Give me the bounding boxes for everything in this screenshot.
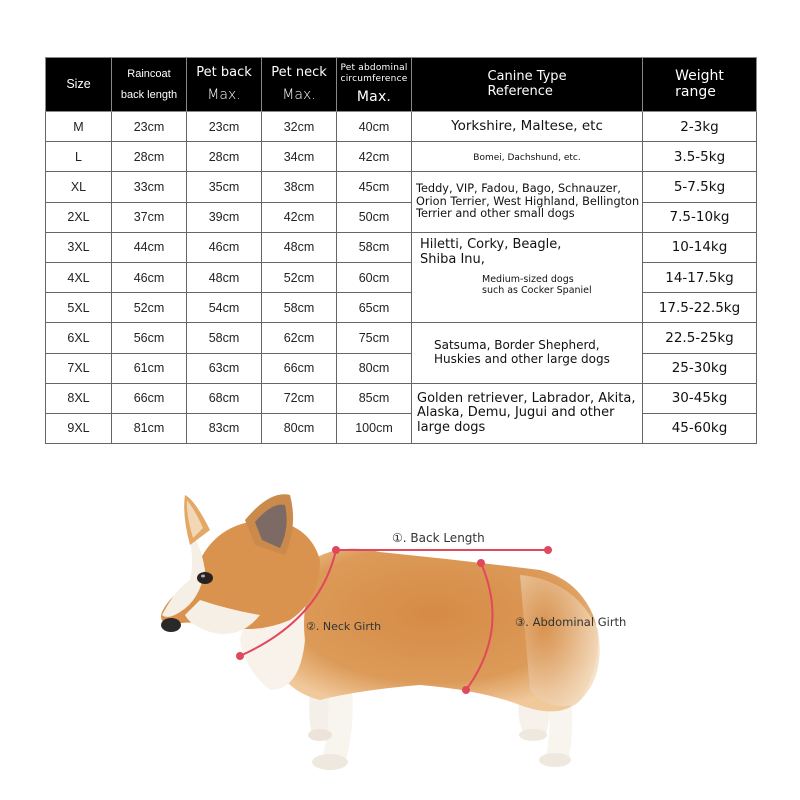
back-cell: 83cm	[187, 413, 262, 443]
raincoat-cell: 52cm	[112, 293, 187, 323]
weight-cell: 10-14kg	[643, 232, 757, 262]
size-cell: 4XL	[46, 262, 112, 292]
back-cell: 63cm	[187, 353, 262, 383]
neck-cell: 34cm	[262, 142, 337, 172]
size-cell: L	[46, 142, 112, 172]
weight-cell: 2-3kg	[643, 112, 757, 142]
raincoat-cell: 28cm	[112, 142, 187, 172]
abdominal-cell: 60cm	[337, 262, 412, 292]
abdominal-cell: 40cm	[337, 112, 412, 142]
weight-cell: 22.5-25kg	[643, 323, 757, 353]
weight-cell: 7.5-10kg	[643, 202, 757, 232]
canine-cell: Satsuma, Border Shepherd, Huskies and other large dogs	[412, 323, 643, 383]
header-raincoat-back-length: Raincoat back length	[112, 58, 187, 112]
raincoat-cell: 33cm	[112, 172, 187, 202]
neck-cell: 52cm	[262, 262, 337, 292]
table-row	[46, 142, 757, 172]
table-row	[46, 383, 757, 413]
weight-cell: 14-17.5kg	[643, 262, 757, 292]
back-cell: 46cm	[187, 232, 262, 262]
neck-cell: 80cm	[262, 413, 337, 443]
abdominal-cell: 58cm	[337, 232, 412, 262]
table-row	[46, 323, 757, 353]
abdominal-cell: 100cm	[337, 413, 412, 443]
canine-cell: Teddy, VIP, Fadou, Bago, Schnauzer, Orion Terrier, West Highland, Bellington Terrier and other small dogs	[412, 172, 643, 232]
back-cell: 28cm	[187, 142, 262, 172]
raincoat-cell: 61cm	[112, 353, 187, 383]
neck-cell: 66cm	[262, 353, 337, 383]
header-weight-range: Weight range	[643, 58, 757, 112]
raincoat-cell: 37cm	[112, 202, 187, 232]
raincoat-cell: 81cm	[112, 413, 187, 443]
back-cell: 54cm	[187, 293, 262, 323]
raincoat-cell: 46cm	[112, 262, 187, 292]
back-cell: 39cm	[187, 202, 262, 232]
neck-cell: 48cm	[262, 232, 337, 262]
neck-cell: 38cm	[262, 172, 337, 202]
neck-cell: 32cm	[262, 112, 337, 142]
weight-cell: 25-30kg	[643, 353, 757, 383]
size-cell: M	[46, 112, 112, 142]
weight-cell: 3.5-5kg	[643, 142, 757, 172]
abdominal-cell: 50cm	[337, 202, 412, 232]
canine-cell: Golden retriever, Labrador, Akita, Alaska, Demu, Jugui and other large dogs	[412, 383, 643, 443]
raincoat-cell: 44cm	[112, 232, 187, 262]
size-chart-table	[45, 57, 757, 444]
abdominal-cell: 45cm	[337, 172, 412, 202]
table-row	[46, 202, 757, 232]
neck-girth-label: ②. Neck Girth	[306, 620, 382, 633]
weight-cell: 30-45kg	[643, 383, 757, 413]
table-row	[46, 293, 757, 323]
corgi-dog-icon	[150, 480, 670, 780]
size-cell: 7XL	[46, 353, 112, 383]
size-cell: 3XL	[46, 232, 112, 262]
table-row	[46, 353, 757, 383]
header-canine-type: Canine Type Reference	[412, 58, 643, 112]
abdominal-cell: 75cm	[337, 323, 412, 353]
dog-measurement-illustration	[150, 480, 670, 780]
back-cell: 23cm	[187, 112, 262, 142]
raincoat-cell: 56cm	[112, 323, 187, 353]
table-row	[46, 112, 757, 142]
back-cell: 58cm	[187, 323, 262, 353]
header-pet-back: Pet back Max.	[187, 58, 262, 112]
canine-cell: Hiletti, Corky, Beagle, Shiba Inu, Medium-sized dogs such as Cocker Spaniel	[412, 232, 643, 323]
abdominal-cell: 80cm	[337, 353, 412, 383]
table-row	[46, 232, 757, 262]
size-cell: 5XL	[46, 293, 112, 323]
neck-cell: 42cm	[262, 202, 337, 232]
neck-cell: 72cm	[262, 383, 337, 413]
weight-cell: 5-7.5kg	[643, 172, 757, 202]
header-pet-abdominal: Pet abdominal circumference Max.	[337, 58, 412, 112]
table-header-row	[46, 58, 757, 112]
size-cell: 8XL	[46, 383, 112, 413]
abdominal-cell: 85cm	[337, 383, 412, 413]
size-cell: 2XL	[46, 202, 112, 232]
canine-cell: Bomei, Dachshund, etc.	[412, 142, 643, 172]
weight-cell: 17.5-22.5kg	[643, 293, 757, 323]
abdominal-girth-label: ③. Abdominal Girth	[515, 615, 627, 629]
back-cell: 35cm	[187, 172, 262, 202]
raincoat-cell: 66cm	[112, 383, 187, 413]
abdominal-cell: 42cm	[337, 142, 412, 172]
size-cell: 6XL	[46, 323, 112, 353]
size-cell: XL	[46, 172, 112, 202]
neck-cell: 62cm	[262, 323, 337, 353]
neck-cell: 58cm	[262, 293, 337, 323]
table-row	[46, 413, 757, 443]
table-row	[46, 172, 757, 202]
abdominal-cell: 65cm	[337, 293, 412, 323]
table-row	[46, 262, 757, 292]
back-length-label: ①. Back Length	[392, 531, 485, 545]
size-cell: 9XL	[46, 413, 112, 443]
back-cell: 68cm	[187, 383, 262, 413]
back-cell: 48cm	[187, 262, 262, 292]
header-pet-neck: Pet neck Max.	[262, 58, 337, 112]
canine-cell: Yorkshire, Maltese, etc	[412, 112, 643, 142]
weight-cell: 45-60kg	[643, 413, 757, 443]
header-size: Size	[46, 58, 112, 112]
raincoat-cell: 23cm	[112, 112, 187, 142]
